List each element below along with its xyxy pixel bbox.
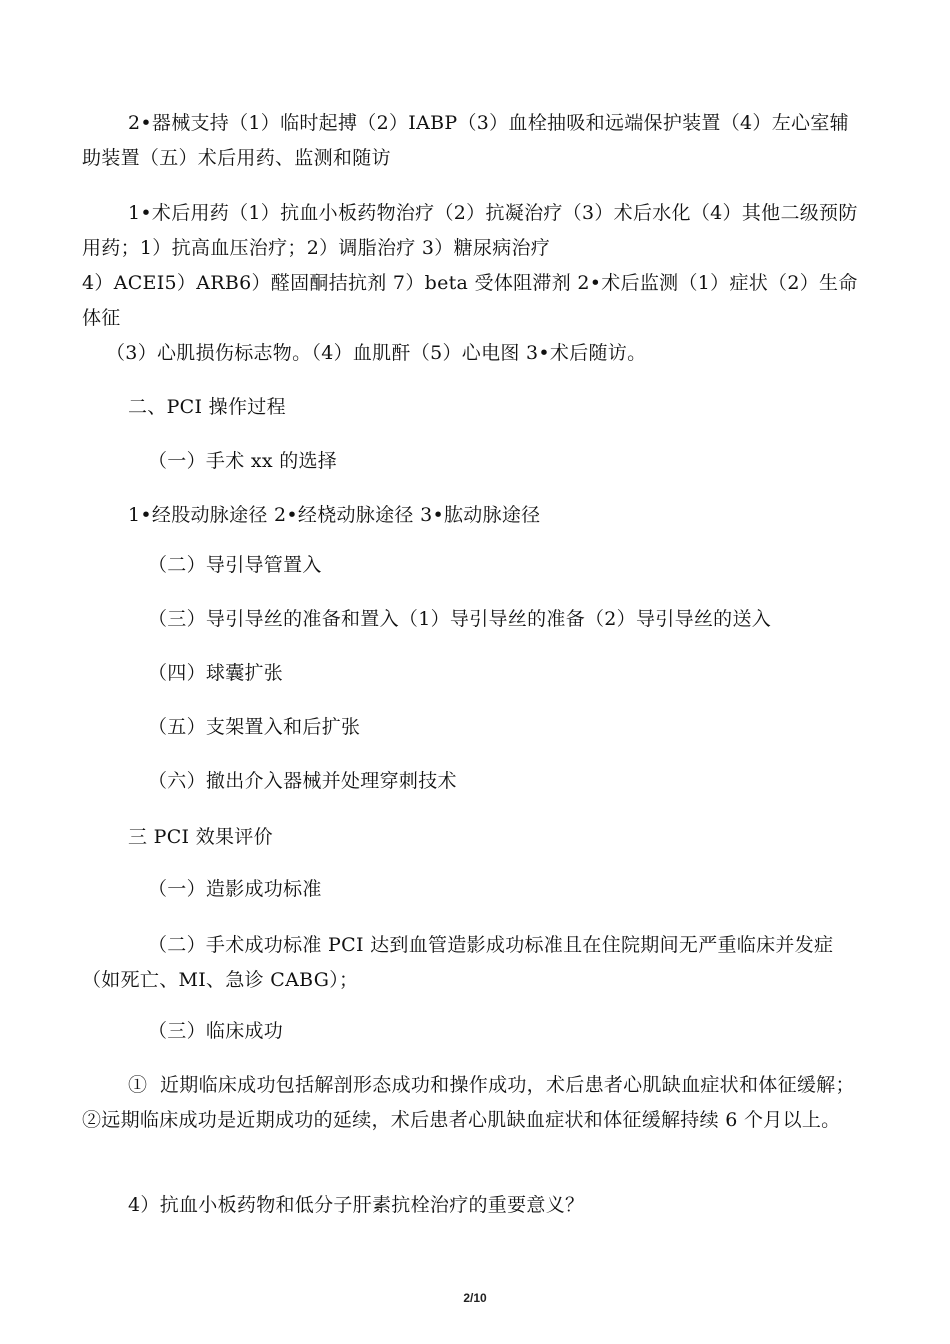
paragraph-antiplatelet-question: 4）抗血小板药物和低分子肝素抗栓治疗的重要意义？ <box>128 1194 585 1216</box>
paragraph-procedural-success: （二）手术成功标准 PCI 达到血管造影成功标准且在住院期间无严重临床并发症（如死亡、MI、急诊 CABG）； <box>82 934 834 991</box>
heading-balloon-dilation: （四）球囊扩张 <box>148 662 284 684</box>
heading-device-removal: （六）撤出介入器械并处理穿刺技术 <box>148 770 457 792</box>
paragraph-postop-monitoring: 4）ACEI5）ARB6）醛固酮拮抗剂 7）beta 受体阻滞剂 2•术后监测（1）症状（2）生命体征 <box>82 272 858 329</box>
heading-angiographic-success: （一）造影成功标准 <box>148 878 322 900</box>
page-number: 2/10 <box>463 1291 487 1305</box>
paragraph-device-support: 2•器械支持（1）临时起搏（2）IABP（3）血栓抽吸和远端保护装置（4）左心室辅助装置（五）术后用药、监测和随访 <box>82 112 849 169</box>
heading-guide-catheter: （二）导引导管置入 <box>148 554 322 576</box>
heading-guide-wire: （三）导引导丝的准备和置入（1）导引导丝的准备（2）导引导丝的送入 <box>148 608 772 630</box>
heading-pci-procedure: 二、PCI 操作过程 <box>128 396 286 418</box>
paragraph-clinical-success-detail: ① 近期临床成功包括解剖形态成功和操作成功，术后患者心肌缺血症状和体征缓解；②远期临床成功是近期成功的延续，术后患者心肌缺血症状和体征缓解持续 6 个月以上。 <box>82 1074 855 1131</box>
heading-pci-evaluation: 三 PCI 效果评价 <box>128 826 273 848</box>
heading-approach-selection: （一）手术 xx 的选择 <box>148 450 338 472</box>
paragraph-postop-medication: 1•术后用药（1）抗血小板药物治疗（2）抗凝治疗（3）术后水化（4）其他二级预防用药；1）抗高血压治疗；2）调脂治疗 3）糖尿病治疗 <box>82 202 858 259</box>
paragraph-approach-list: 1•经股动脉途径 2•经桡动脉途径 3•肱动脉途径 <box>128 504 541 526</box>
heading-clinical-success: （三）临床成功 <box>148 1020 284 1042</box>
heading-stent-placement: （五）支架置入和后扩张 <box>148 716 361 738</box>
paragraph-postop-followup: （3）心肌损伤标志物。（4）血肌酐（5）心电图 3•术后随访。 <box>106 342 647 364</box>
